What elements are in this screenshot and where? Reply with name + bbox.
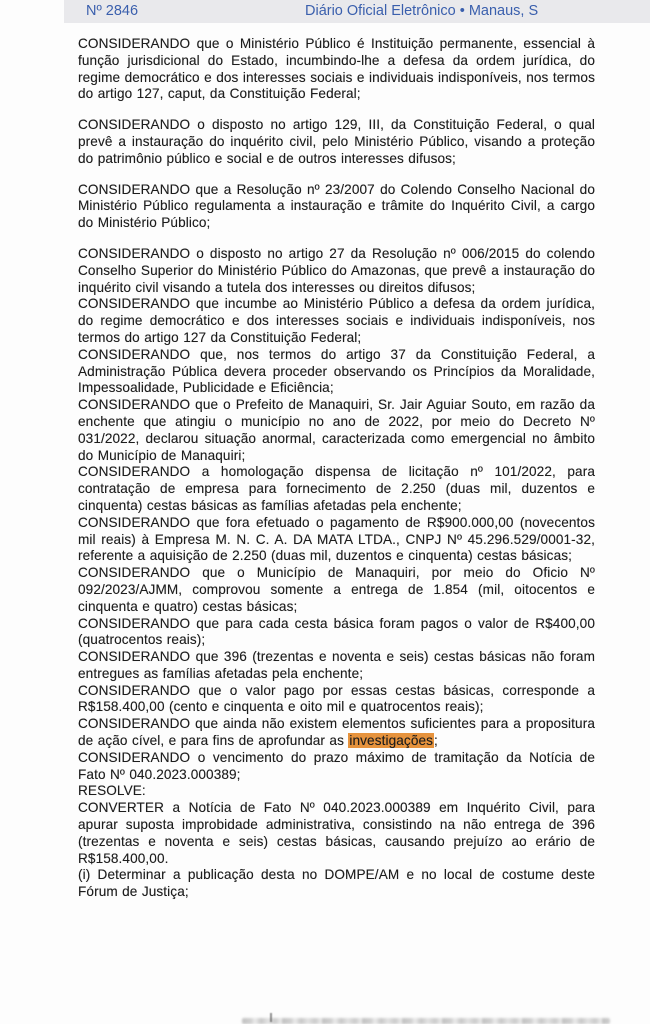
highlighted-word: investigações [349, 733, 434, 749]
considerando-paragraph: CONSIDERANDO o disposto no artigo 129, III, da Constituição Federal, o qual prevê a instauração do inquérito civil, pelo Ministério Público, visando a proteção do patrimônio público e social e de outros interesses difusos; [78, 117, 595, 166]
gazette-header-bar [64, 0, 650, 23]
considerando-paragraph: CONSIDERANDO que o Município de Manaquiri, por meio do Oficio Nº 092/2023/AJMM, comprovou somente a entrega de 1.854 (mil, oitocentos e cinquenta e quatro) cestas básicas; [78, 565, 595, 614]
considerando-paragraph: CONSIDERANDO o disposto no artigo 27 da Resolução nº 006/2015 do colendo Conselho Superior do Ministério Público do Amazonas, que prevê a instauração do inquérito civil visando a tutela dos interesses ou direitos difusos; [78, 245, 595, 295]
resolve-heading: RESOLVE: [78, 783, 146, 799]
cutoff-text-artifact-tick [270, 1013, 272, 1022]
highlight-paragraph-after: ; [434, 733, 438, 749]
gazette-issue-number: Nº 2846 [86, 3, 139, 19]
considerando-paragraph: CONSIDERANDO que 396 (trezentas e noventa e seis) cestas básicas não foram entregues as famílias afetadas pela enchente; [78, 649, 595, 681]
highlight-paragraph-before: CONSIDERANDO que ainda não existem elementos suficientes para a propositura de ação cível, e para fins de aprofundar as [78, 716, 595, 749]
considerando-paragraph: CONSIDERANDO que incumbe ao Ministério Público a defesa da ordem jurídica, do regime democrático e dos interesses sociais e individuais indisponíveis, nos termos do artigo 127 da Constituição Federal; [78, 296, 595, 345]
converter-paragraph: CONVERTER a Notícia de Fato Nº 040.2023.000389 em Inquérito Civil, para apurar suposta improbidade administrativa, consistindo na não entrega de 396 (trezentas e noventa e seis) cestas básicas, causando prejuízo ao erário de R$158.400,00. [78, 800, 595, 866]
considerando-paragraph: CONSIDERANDO que o Ministério Público é Instituição permanente, essencial à função jurisdicional do Estado, incumbindo-lhe a defesa da ordem jurídica, do regime democrático e dos interesses sociais e individuais indisponíveis, nos termos do artigo 127, caput, da Constituição Federal; [78, 36, 595, 102]
considerando-paragraph-highlighted [78, 716, 595, 750]
considerando-paragraph: CONSIDERANDO que o Prefeito de Manaquiri, Sr. Jair Aguiar Souto, em razão da enchente que atingiu o município no ano de 2022, por meio do Decreto Nº 031/2022, declarou situação anormal, caracterizada como emergencial no âmbito do Município de Manaquiri; [78, 397, 595, 463]
considerando-paragraph: CONSIDERANDO que fora efetuado o pagamento de R$900.000,00 (novecentos mil reais) à Empresa M. N. C. A. DA MATA LTDA., CNPJ Nº 45.296.529/0001-32, referente a aquisição de 2.250 (duas mil, duzentos e cinquenta) cestas básicas; [78, 514, 595, 564]
gazette-masthead-title: Diário Oficial Eletrônico • Manaus, S [305, 3, 539, 19]
considerando-paragraph: CONSIDERANDO o vencimento do prazo máximo de tramitação da Notícia de Fato Nº 040.2023.000389; [78, 749, 595, 782]
considerando-paragraph: CONSIDERANDO a homologação dispensa de licitação nº 101/2022, para contratação de empresa para fornecimento de 2.250 (duas mil, duzentos e cinquenta) cestas básicas as famílias afetadas pela enchente; [78, 464, 595, 513]
considerando-paragraph: CONSIDERANDO que para cada cesta básica foram pagos o valor de R$400,00 (quatrocentos reais); [78, 615, 595, 648]
considerando-paragraph: CONSIDERANDO que a Resolução nº 23/2007 do Colendo Conselho Nacional do Ministério Público regulamenta a instauração e trâmite do Inquérito Civil, a cargo do Ministério Público; [78, 181, 595, 231]
document-body [78, 36, 595, 901]
cutoff-text-artifact [242, 1018, 610, 1024]
determination-paragraph: (i) Determinar a publicação desta no DOMPE/AM e no local de costume deste Fórum de Justiça; [78, 867, 595, 900]
considerando-paragraph: CONSIDERANDO que o valor pago por essas cestas básicas, corresponde a R$158.400,00 (cento e cinquenta e oito mil e quatrocentos reais); [78, 682, 595, 715]
considerando-paragraph: CONSIDERANDO que, nos termos do artigo 37 da Constituição Federal, a Administração Pública devera proceder observando os Princípios da Moralidade, Impessoalidade, Publicidade e Eficiência; [78, 346, 595, 396]
